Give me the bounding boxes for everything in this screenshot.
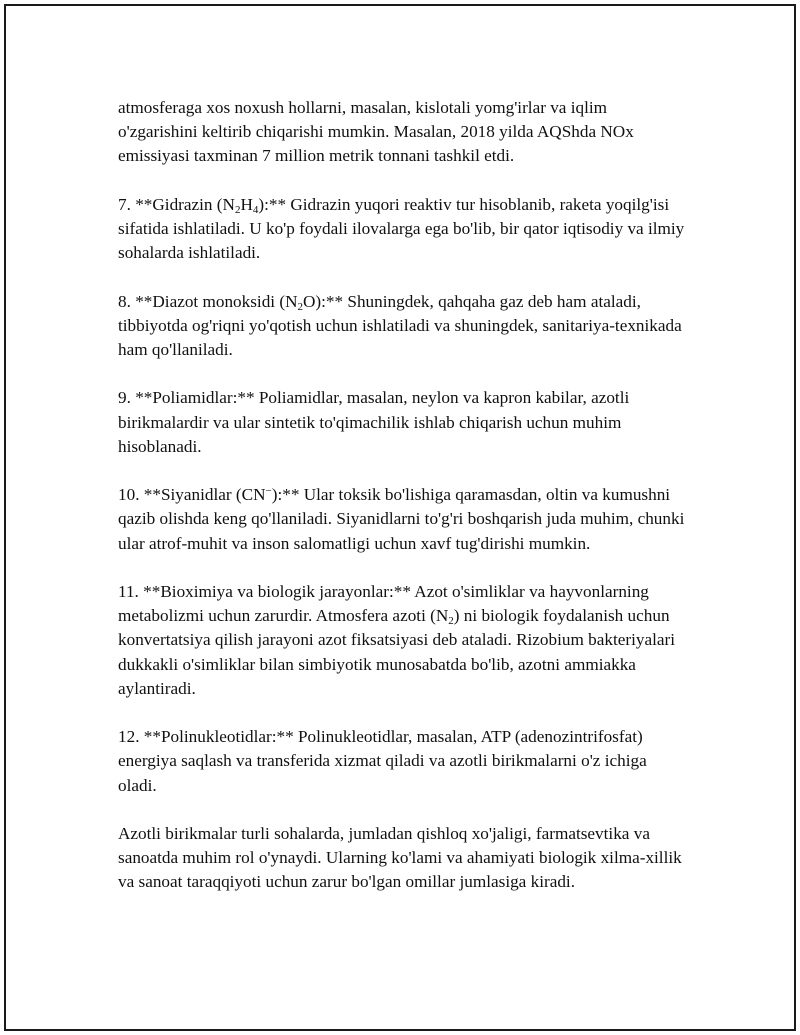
paragraph-text: 12. **Polinukleotidlar:** Polinukleotidlar, masalan, ATP (adenozintrifosfat) energiya saqlash va transferida xizmat qiladi va azotli birikmalarni o'z ichiga oladi. [118,727,647,795]
paragraph-text-start: 11. **Bioximiya va biologik jarayonlar:** Azot o'simliklar va hayvonlarning metabolizmi uchun zarurdir. Atmosfera azoti (N [118,581,649,626]
paragraph-nox-emissions [118,96,688,169]
paragraph-nitrous-oxide [118,290,688,363]
paragraph-text-start: 7. **Gidrazin (N [118,194,235,214]
paragraph-hydrazine [118,193,688,266]
formula-part: H [240,194,253,214]
subscript: 2 [448,615,454,628]
document-body [118,96,688,895]
paragraph-text-end: ):** Gidrazin yuqori reaktiv tur hisoblanib, raketa yoqilg'isi sifatida ishlatiladi. U ko'p foydali ilovalarga ega bo'lib, bir qator iqtisodiy va ilmiy sohalarda ishlatiladi. [118,194,685,263]
paragraph-polyamides [118,386,688,459]
paragraph-text-start: 8. **Diazot monoksidi (N [118,291,298,311]
paragraph-text: 9. **Poliamidlar:** Poliamidlar, masalan, neylon va kapron kabilar, azotli birikmalardir va ular sintetik to'qimachilik ishlab chiqarish uchun muhim hisoblanadi. [118,388,630,456]
paragraph-polynucleotides [118,725,688,798]
paragraph-text-end: ) ni biologik foydalanish uchun konvertatsiya qilish jarayoni azot fiksatsiyasi deb ataladi. Rizobium bakteriyalari dukkakli o'simliklar bilan simbiyotik munosabatda bo'lib, azotni ammiakka aylantiradi. [118,606,675,698]
paragraph-text: Azotli birikmalar turli sohalarda, jumladan qishloq xo'jaligi, farmatsevtika va sanoatda muhim rol o'ynaydi. Ularning ko'lami va ahamiyati biologik xilma-xillik va sanoat taraqqiyoti uchun zarur bo'lgan omillar jumlasiga kiradi. [118,823,682,892]
paragraph-cyanides [118,483,688,556]
subscript: 2 [234,203,241,216]
paragraph-text: atmosferaga xos noxush hollarni, masalan, kislotali yomg'irlar va iqlim o'zgarishini keltirib chiqarishi mumkin. Masalan, 2018 yilda AQShda NOx emissiyasi taxminan 7 million metrik tonnani tashkil etdi. [118,98,634,166]
paragraph-conclusion [118,822,688,895]
subscript: 4 [252,203,259,216]
paragraph-biochemistry [118,580,688,701]
paragraph-text-end: O):** Shuningdek, qahqaha gaz deb ham ataladi, tibbiyotda og'riqni yo'qotish uchun ishlatiladi va shuningdek, sanitariya-texnikada ham qo'llaniladi. [118,291,682,359]
paragraph-text-end: ):** Ular toksik bo'lishiga qaramasdan, oltin va kumushni qazib olishda keng qo'llaniladi. Siyanidlarni to'g'ri boshqarish juda muhim, chunki ular atrof-muhit va inson salomatligi uchun xavf tug'dirishi mumkin. [118,485,685,553]
subscript: 2 [297,300,303,313]
superscript: − [265,485,272,498]
paragraph-text-start: 10. **Siyanidlar (CN [118,485,266,505]
